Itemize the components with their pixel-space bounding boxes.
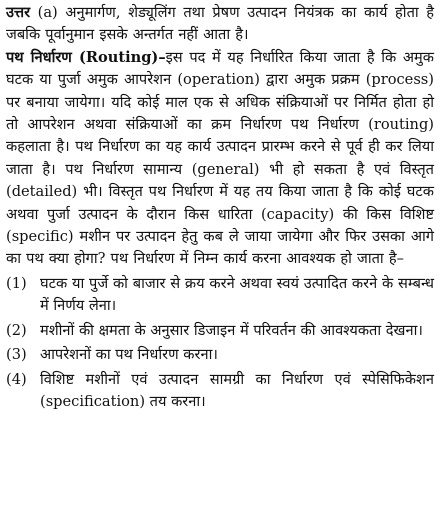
answer-text: (a) अनुमार्गण, शेड्यूलिंग तथा प्रेषण उत्पादन नियंत्रक का कार्य होता है जबकि पूर्वानुमान इसके अन्तर्गत नहीं आता है। bbox=[6, 4, 435, 44]
list-item bbox=[6, 344, 434, 366]
routing-paragraph bbox=[6, 47, 434, 271]
routing-text: इस पद में यह निर्धारित किया जाता है कि अमुक घटक या पुर्जा अमुक आपरेशन (operation) द्वारा अमुक प्रक्रम (process) पर बनाया जायेगा। यदि कोई माल एक से अधिक संक्रियाओं पर निर्मित होता हो तो आपरेशन अथवा संक्रियाओं का क्रम निर्धारण पथ निर्धारण (routing) कहलाता है। पथ निर्धारण का यह कार्य उत्पादन प्रारम्भ करने से पूर्व ही कर लिया जाता है। पथ निर्धारण सामान्य (general) भी हो सकता है एवं विस्तृत (detailed) भी। विस्तृत पथ निर्धारण में यह तय किया जाता है कि कोई घटक अथवा पुर्जा उत्पादन के दौरान किस धारिता (capacity) की किस विशिष्ट (specific) मशीन पर उत्पादन हेतु कब ले जाया जायेगा और फिर उसका आगे का पथ क्या होगा? पथ निर्धारण में निम्न कार्य करना आवश्यक हो जाता है– bbox=[6, 48, 434, 268]
list-item-number: (4) bbox=[6, 370, 27, 388]
list-item-number: (2) bbox=[6, 321, 27, 339]
answer-label: उत्तर bbox=[6, 4, 31, 21]
list-item-text: मशीनों की क्षमता के अनुसार डिजाइन में परिवर्तन की आवश्यकता देखना। bbox=[40, 321, 423, 339]
list-item-text: घटक या पुर्जे को बाजार से क्रय करने अथवा स्वयं उत्पादित करने के सम्बन्ध में निर्णय लेना। bbox=[40, 274, 434, 315]
list-item-number: (3) bbox=[6, 346, 27, 364]
list-item bbox=[6, 320, 434, 342]
list-item bbox=[6, 273, 434, 318]
list-item-text: विशिष्ट मशीनों एवं उत्पादन सामग्री का निर्धारण एवं स्पेसिफिकेशन (specification) तय करना। bbox=[40, 370, 434, 410]
answer-paragraph bbox=[6, 2, 434, 47]
list-item-text: आपरेशनों का पथ निर्धारण करना। bbox=[40, 346, 218, 364]
task-list bbox=[6, 273, 434, 413]
routing-heading: पथ निर्धारण (Routing)– bbox=[6, 48, 166, 66]
list-item bbox=[6, 369, 434, 414]
list-item-number: (1) bbox=[6, 274, 27, 292]
